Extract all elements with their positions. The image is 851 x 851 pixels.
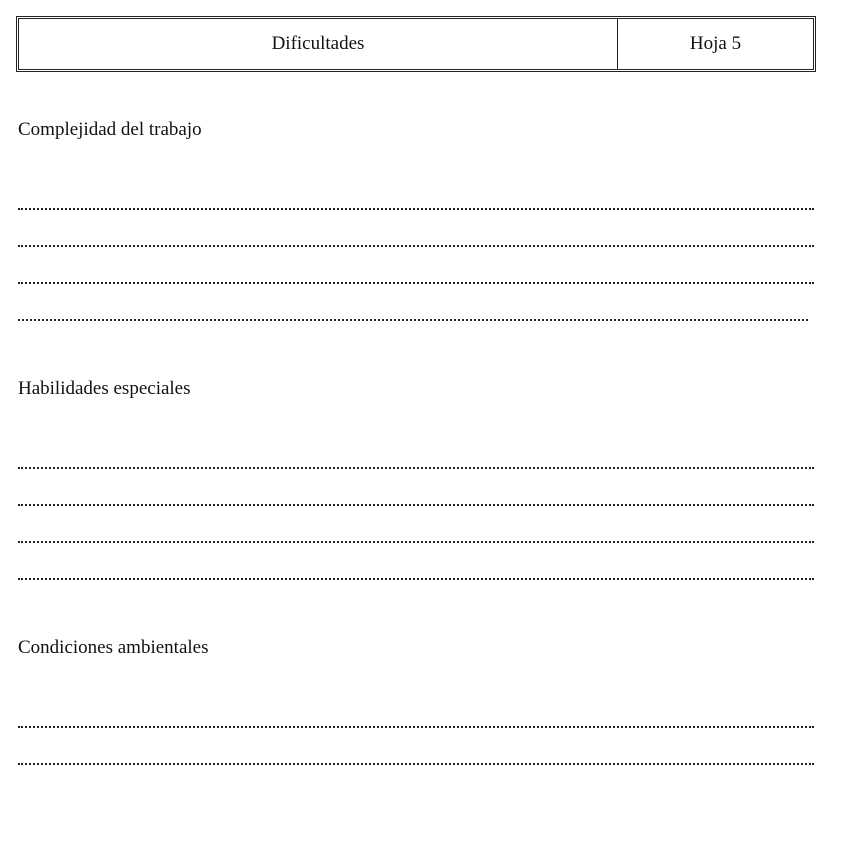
section-label: Complejidad del trabajo	[18, 119, 202, 140]
dotted-line	[18, 574, 814, 580]
dotted-line	[18, 722, 814, 728]
dotted-line	[18, 537, 814, 543]
section-habilidades	[18, 377, 814, 587]
dotted-line	[18, 500, 814, 506]
dotted-line	[18, 315, 808, 321]
section-condiciones	[18, 636, 814, 776]
header-title: Dificultades	[19, 19, 618, 69]
dotted-line	[18, 204, 814, 210]
dotted-line	[18, 241, 814, 247]
section-label: Habilidades especiales	[18, 378, 191, 399]
section-label: Condiciones ambientales	[18, 637, 209, 658]
dotted-line	[18, 759, 814, 765]
dotted-line	[18, 278, 814, 284]
section-complejidad	[18, 118, 814, 328]
sheet-number: Hoja 5	[689, 33, 742, 54]
header-table	[16, 16, 816, 72]
dotted-line	[18, 463, 814, 469]
